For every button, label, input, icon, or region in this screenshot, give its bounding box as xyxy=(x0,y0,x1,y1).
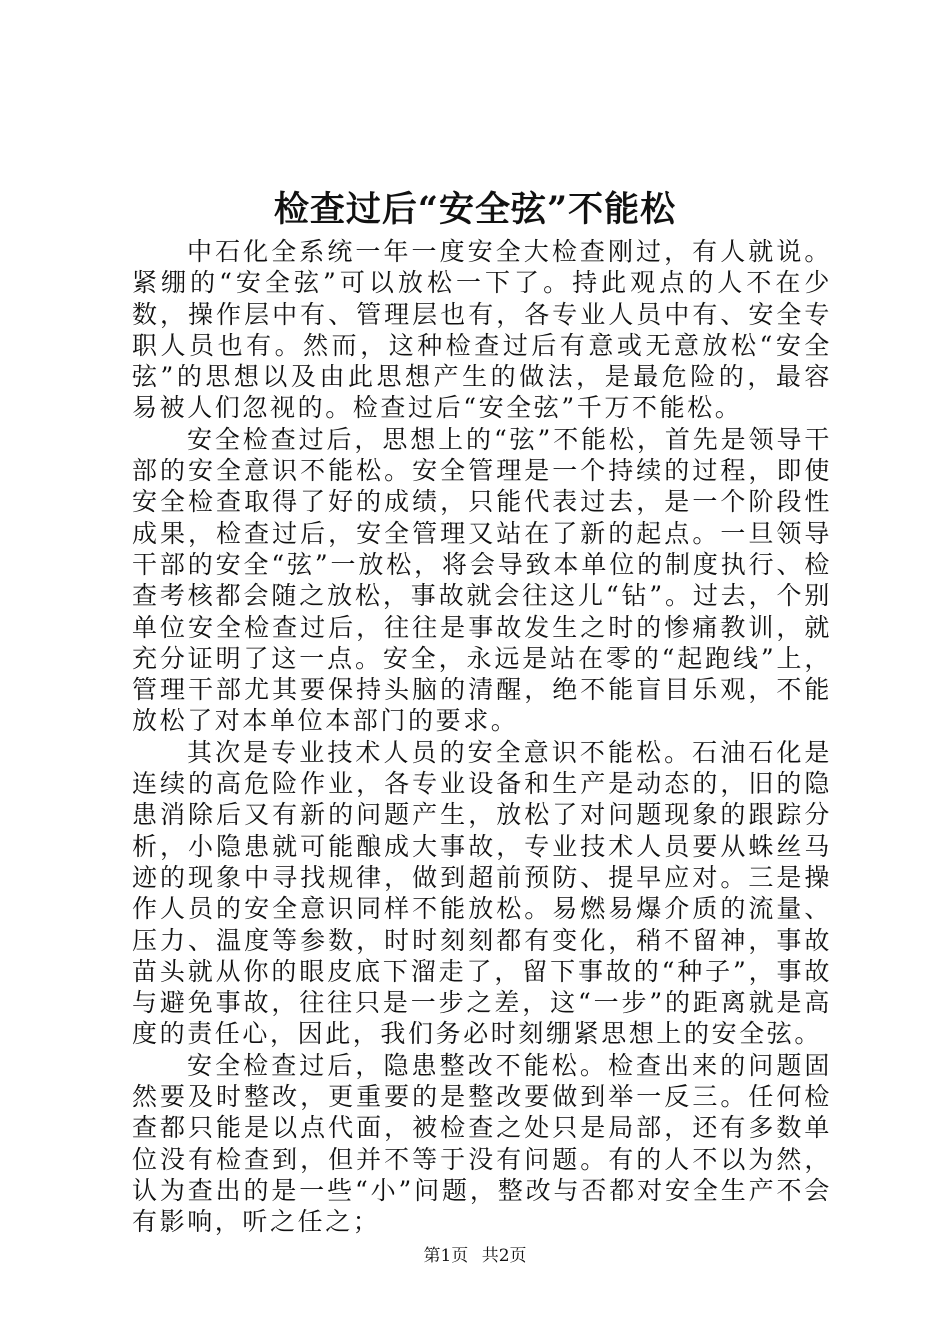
document-title: 检查过后“安全弦”不能松 xyxy=(273,189,677,230)
page-total: 共2页 xyxy=(481,1246,527,1266)
page-footer xyxy=(0,1244,950,1268)
paragraph-3: 其次是专业技术人员的安全意识不能松。石油石化是连续的高危险作业，各专业设备和生产是动态的，旧的隐患消除后又有新的问题产生，放松了对问题现象的跟踪分析，小隐患就可能酿成大事故，专业技术人员要从蛛丝马迹的现象中寻找规律，做到超前预防、提早应对。三是操作人员的安全意识同样不能放松。易燃易爆介质的流量、压力、温度等参数，时时刻刻都有变化，稍不留神，事故苗头就从你的眼皮底下溜走了，留下事故的“种子”，事故与避免事故，往往只是一步之差，这“一步”的距离就是高度的责任心，因此，我们务必时刻绷紧思想上的安全弦。 xyxy=(132,737,832,1049)
paragraph-4: 安全检查过后，隐患整改不能松。检查出来的问题固然要及时整改，更重要的是整改要做到举一反三。任何检查都只能是以点代面，被检查之处只是局部，还有多数单位没有检查到，但并不等于没有问题。有的人不以为然，认为查出的是一些“小”问题，整改与否都对安全生产不会有影响，听之任之； xyxy=(132,1050,832,1237)
paragraph-1: 中石化全系统一年一度安全大检查刚过，有人就说。紧绷的“安全弦”可以放松一下了。持此观点的人不在少数，操作层中有、管理层也有，各专业人员中有、安全专职人员也有。然而，这种检查过后有意或无意放松“安全弦”的思想以及由此思想产生的做法，是最危险的，最容易被人们忽视的。检查过后“安全弦”千万不能松。 xyxy=(132,237,832,423)
paragraph-2: 安全检查过后，思想上的“弦”不能松，首先是领导干部的安全意识不能松。安全管理是一个持续的过程，即使安全检查取得了好的成绩，只能代表过去，是一个阶段性成果，检查过后，安全管理又站在了新的起点。一旦领导干部的安全“弦”一放松，将会导致本单位的制度执行、检查考核都会随之放松，事故就会往这儿“钻”。过去，个别单位安全检查过后，往往是事故发生之时的惨痛教训，就充分证明了这一点。安全，永远是站在零的“起跑线”上，管理干部尤其要保持头脑的清醒，绝不能盲目乐观，不能放松了对本单位本部门的要求。 xyxy=(132,424,832,736)
page-number: 第1页 xyxy=(423,1246,469,1266)
document-body xyxy=(132,236,832,1238)
